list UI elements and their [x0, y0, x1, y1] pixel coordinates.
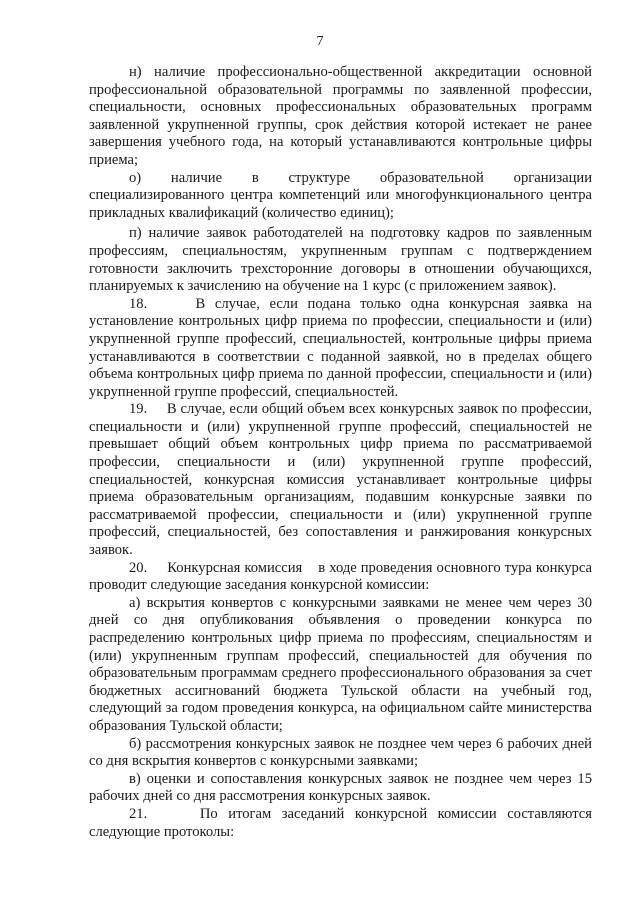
paragraph-item-v: в) оценки и сопоставления конкурсных заявок не позднее чем через 15 рабочих дней со дня рассмотрения конкурсных заявок. — [89, 770, 592, 805]
paragraph-item-p: п) наличие заявок работодателей на подготовку кадров по заявленным профессиям, специальностям, укрупненным группам с подтверждением готовности заключить трехсторонние договоры в отношении обучающихся, планируемых к зачислению на обучение на 1 курс (с приложением заявок). — [89, 225, 592, 295]
paragraph-20: 20. Конкурсная комиссия в ходе проведения основного тура конкурса проводит следующие заседания конкурсной комиссии: — [89, 559, 592, 594]
document-body — [89, 64, 592, 841]
paragraph-item-o: о) наличие в структуре образовательной организации специализированного центра компетенций или многофункционального центра прикладных квалификаций (количество единиц); — [89, 169, 592, 221]
paragraph-19: 19. В случае, если общий объем всех конкурсных заявок по профессии, специальности и (или) укрупненной группе профессий, специальностей не превышает общий объем контрольных цифр приема по рассматриваемой профессии, специальности и (или) укрупненной группе профессий, специальностей, конкурсная комиссия устанавливает контрольные цифры приема образовательным организациям, подавшим конкурсные заявки по рассматриваемой профессии, специальности и (или) укрупненной группе профессий, специальностей, без сопоставления и ранжирования конкурсных заявок. — [89, 401, 592, 559]
paragraph-item-a: а) вскрытия конвертов с конкурсными заявками не менее чем через 30 дней со дня опубликования объявления о проведении конкурса по распределению контрольных цифр приема по профессиям, специальностям и (или) укрупненным группам профессий, специальностей для обучения по образовательным программам среднего профессионального образования за счет бюджетных ассигнований бюджета Тульской области на учебный год, следующий за годом проведения конкурса, на официальном сайте министерства образования Тульской области; — [89, 594, 592, 734]
paragraph-21: 21. По итогам заседаний конкурсной комиссии составляются следующие протоколы: — [89, 805, 592, 840]
paragraph-18: 18. В случае, если подана только одна конкурсная заявка на установление контрольных цифр приема по профессии, специальности и (или) укрупненной группе профессий, специальностей, контрольные цифры приема устанавливаются в соответствии с поданной заявкой, но в пределах общего объема контрольных цифр приема по данной профессии, специальности и (или) укрупненной группе профессий, специальностей. — [89, 295, 592, 400]
paragraph-item-b: б) рассмотрения конкурсных заявок не позднее чем через 6 рабочих дней со дня вскрытия конвертов с конкурсными заявками; — [89, 735, 592, 770]
paragraph-item-n: н) наличие профессионально-общественной аккредитации основной профессиональной образовательной программы по заявленной профессии, специальности, основных профессиональных образовательных программ заявленной укрупненной группы, срок действия которой истекает не ранее завершения учебного года, на который устанавливаются контрольные цифры приема; — [89, 64, 592, 168]
page-number: 7 — [316, 34, 324, 49]
